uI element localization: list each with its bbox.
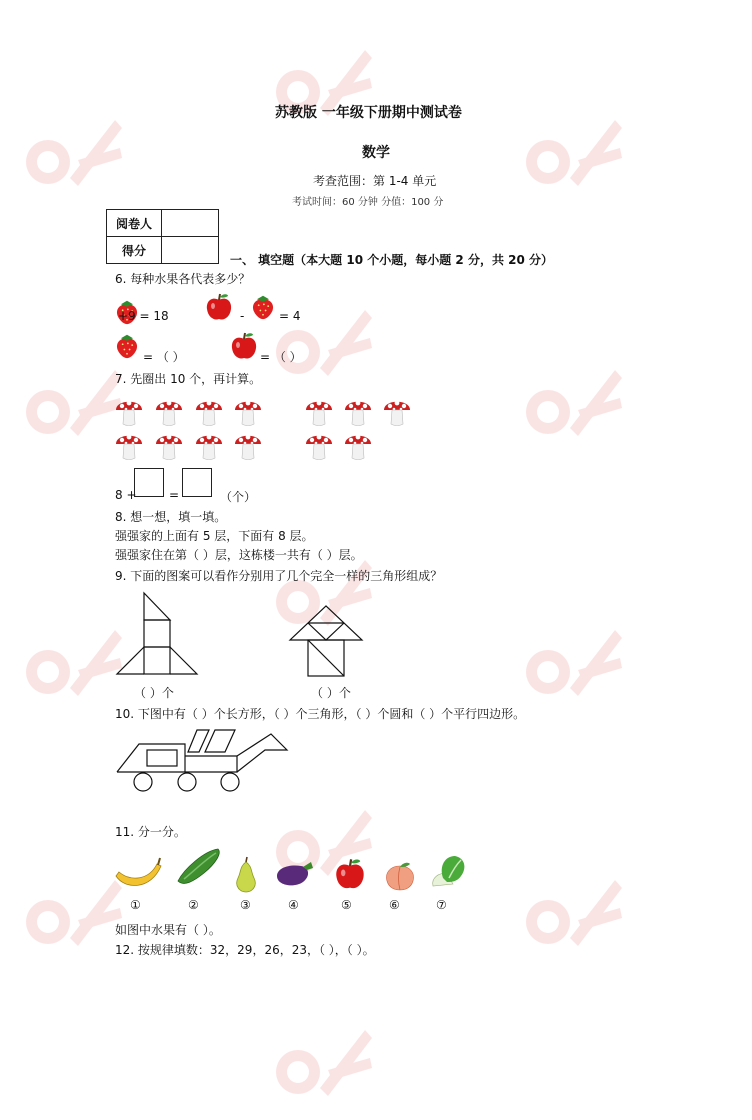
apple-icon — [204, 292, 234, 322]
mushroom-icon[interactable] — [233, 393, 263, 427]
item-label-6: ⑥ — [389, 898, 400, 912]
mushroom-icon[interactable] — [233, 427, 263, 461]
q7-question: 7. 先圈出 10 个，再计算。 — [115, 372, 262, 386]
item-label-4: ④ — [288, 898, 299, 912]
apple-icon — [229, 331, 259, 361]
q7-eq-prefix: 8 + — [115, 488, 137, 502]
watermark-logo — [520, 100, 630, 210]
exam-title: 苏教版 一年级下册期中测试卷 — [275, 105, 462, 121]
item-label-5: ⑤ — [341, 898, 352, 912]
q9-question: 9. 下面的图案可以看作分别用了几个完全一样的三角形组成？ — [115, 569, 443, 583]
triangle-figure-a — [112, 590, 202, 680]
q8-line2[interactable]: 强强家住在第（ ）层，这栋楼一共有（ ）层。 — [115, 548, 363, 562]
banana-icon — [113, 856, 163, 894]
q6-eq2: = 4 — [279, 309, 301, 323]
q11-answer[interactable]: 如图中水果有（ ）。 — [115, 923, 221, 937]
cucumber-icon — [174, 845, 224, 889]
q6-question: 6. 每种水果各代表多少？ — [115, 272, 251, 286]
score-table — [106, 209, 219, 264]
watermark-logo — [520, 350, 630, 460]
eggplant-icon — [273, 858, 315, 892]
mushroom-icon[interactable] — [114, 393, 144, 427]
item-label-3: ③ — [240, 898, 251, 912]
pear-icon — [232, 856, 260, 894]
q9-answer-a[interactable]: （ ）个 — [134, 686, 174, 700]
watermark-logo — [270, 290, 380, 400]
q8-question: 8. 想一想，填一填。 — [115, 510, 227, 524]
score-cell[interactable] — [162, 237, 219, 264]
mushroom-icon[interactable] — [194, 427, 224, 461]
triangle-figure-b — [286, 604, 366, 678]
apple-icon — [333, 856, 367, 892]
q6-answer1[interactable]: = （ ） — [143, 350, 185, 364]
score-label: 得分 — [107, 237, 162, 264]
section-heading: 一、 填空题（本大题 10 个小题，每小题 2 分，共 20 分） — [230, 253, 553, 267]
q6-minus: - — [240, 309, 245, 323]
q7-eq-unit: （个） — [220, 490, 257, 504]
item-label-7: ⑦ — [436, 898, 447, 912]
mushroom-icon[interactable] — [114, 427, 144, 461]
mushroom-icon[interactable] — [382, 393, 412, 427]
q7-answer-box-1[interactable] — [134, 468, 164, 497]
mushroom-icon[interactable] — [304, 393, 334, 427]
watermark-logo — [520, 610, 630, 720]
grader-cell[interactable] — [162, 210, 219, 237]
truck-figure — [113, 726, 293, 796]
subject-title: 数学 — [362, 145, 390, 161]
strawberry-icon — [250, 292, 276, 322]
cabbage-icon — [427, 852, 469, 892]
strawberry-icon — [114, 331, 140, 361]
watermark-logo — [270, 1010, 380, 1120]
mushroom-icon[interactable] — [154, 427, 184, 461]
peach-icon — [383, 860, 417, 892]
q6-answer2[interactable]: = （ ） — [260, 350, 302, 364]
exam-scope: 考查范围：第 1-4 单元 — [313, 174, 437, 188]
mushroom-icon[interactable] — [304, 427, 334, 461]
mushroom-icon[interactable] — [343, 427, 373, 461]
q9-answer-b[interactable]: （ ）个 — [311, 686, 351, 700]
mushroom-icon[interactable] — [194, 393, 224, 427]
item-label-2: ② — [188, 898, 199, 912]
q10-question[interactable]: 10. 下图中有（ ）个长方形，（ ）个三角形，（ ）个圆和（ ）个平行四边形。 — [115, 707, 526, 721]
watermark-logo — [20, 100, 130, 210]
exam-meta: 考试时间：60 分钟 分值：100 分 — [292, 197, 444, 208]
watermark-logo — [520, 860, 630, 970]
mushroom-icon[interactable] — [343, 393, 373, 427]
grader-label: 阅卷人 — [107, 210, 162, 237]
mushroom-icon[interactable] — [154, 393, 184, 427]
q7-answer-box-2[interactable] — [182, 468, 212, 497]
q8-line1: 强强家的上面有 5 层，下面有 8 层。 — [115, 529, 314, 543]
q7-eq-equals: = — [169, 488, 180, 502]
watermark-logo — [270, 30, 380, 140]
q12-question[interactable]: 12. 按规律填数：32，29，26，23，（ ），（ ）。 — [115, 943, 375, 957]
item-label-1: ① — [130, 898, 141, 912]
q11-question: 11. 分一分。 — [115, 825, 186, 839]
q6-eq1: +9 = 18 — [118, 309, 169, 323]
